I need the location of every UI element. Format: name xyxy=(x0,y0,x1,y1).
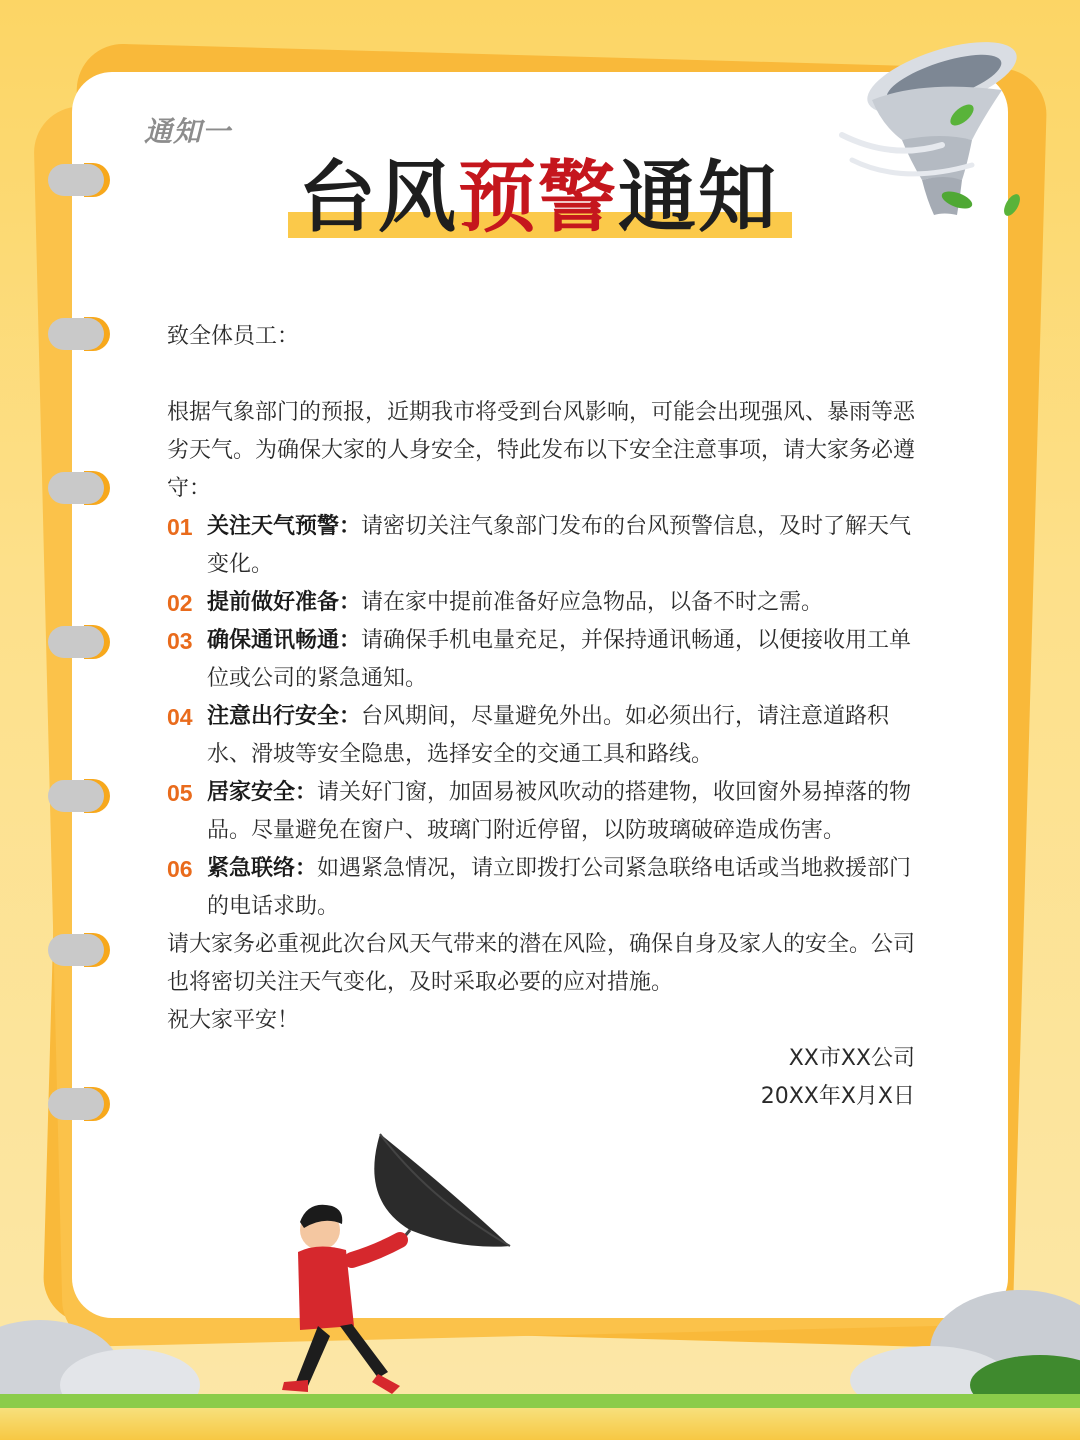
closing-paragraph: 请大家务必重视此次台风天气带来的潜在风险，确保自身及家人的安全。公司也将密切关注天气变化，及时采取必要的应对措施。 xyxy=(167,932,916,995)
tornado-icon xyxy=(832,40,1032,230)
title-part-3: 通知 xyxy=(618,153,779,243)
item-text: 请关好门窗，加固易被风吹动的搭建物，收回窗外易掉落的物品。尽量避免在窗户、玻璃门附近停留，以防玻璃破碎造成伤害。 xyxy=(207,780,912,843)
cloud-scenery xyxy=(0,1290,1080,1410)
list-item xyxy=(167,698,915,774)
leaf-icon xyxy=(1001,192,1023,219)
binder-ring xyxy=(48,164,104,196)
title-part-2: 预警 xyxy=(458,153,619,243)
notice-tag: 通知一 xyxy=(144,115,232,148)
greeting: 致全体员工： xyxy=(167,324,300,349)
item-number: 01 xyxy=(167,514,193,540)
person-with-umbrella-illustration xyxy=(260,1130,520,1402)
intro-paragraph: 根据气象部门的预报，近期我市将受到台风影响，可能会出现强风、暴雨等恶劣天气。为确保大家的人身安全，特此发布以下安全注意事项，请大家务必遵守： xyxy=(167,400,916,501)
title-text xyxy=(298,150,778,246)
binder-ring xyxy=(48,780,104,812)
binder-ring xyxy=(48,1088,104,1120)
item-number: 05 xyxy=(167,780,193,806)
signature-company: XX市XX公司 xyxy=(788,1046,915,1071)
binder-ring xyxy=(48,626,104,658)
signature-date: 20XX年X月X日 xyxy=(760,1084,915,1109)
item-heading: 紧急联络： xyxy=(207,856,318,881)
item-text: 请密切关注气象部门发布的台风预警信息，及时了解天气变化。 xyxy=(207,514,912,577)
item-text: 台风期间，尽量避免外出。如必须出行，请注意道路积水、滑坡等安全隐患，选择安全的交通工具和路线。 xyxy=(207,704,890,767)
item-number: 03 xyxy=(167,628,193,654)
item-number: 02 xyxy=(167,590,193,616)
binder-ring xyxy=(48,934,104,966)
item-heading: 居家安全： xyxy=(207,780,318,805)
item-text: 请确保手机电量充足，并保持通讯畅通，以便接收用工单位或公司的紧急通知。 xyxy=(207,628,912,691)
list-item xyxy=(167,584,915,622)
item-heading: 关注天气预警： xyxy=(207,514,362,539)
umbrella-icon xyxy=(374,1134,510,1247)
page-title xyxy=(288,150,808,250)
ground-strip xyxy=(0,1408,1080,1440)
letter-body xyxy=(167,318,915,1116)
item-number: 06 xyxy=(167,856,193,882)
item-number: 04 xyxy=(167,704,193,730)
item-heading: 确保通讯畅通： xyxy=(207,628,362,653)
binder-ring xyxy=(48,318,104,350)
list-item xyxy=(167,508,915,584)
list-item xyxy=(167,774,915,850)
item-text: 请在家中提前准备好应急物品，以备不时之需。 xyxy=(361,590,824,615)
list-item xyxy=(167,850,915,926)
wish-line: 祝大家平安！ xyxy=(167,1008,300,1033)
item-heading: 注意出行安全： xyxy=(207,704,362,729)
item-text: 如遇紧急情况，请立即拨打公司紧急联络电话或当地救援部门的电话求助。 xyxy=(207,856,912,919)
title-part-1: 台风 xyxy=(298,153,459,243)
item-heading: 提前做好准备： xyxy=(207,590,362,615)
binder-ring xyxy=(48,472,104,504)
list-item xyxy=(167,622,915,698)
